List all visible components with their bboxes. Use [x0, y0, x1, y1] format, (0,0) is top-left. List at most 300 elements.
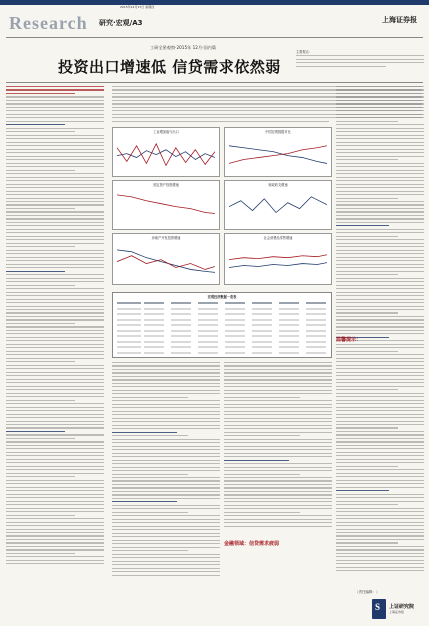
text-line	[6, 177, 104, 178]
text-line	[336, 504, 398, 505]
text-line	[336, 522, 424, 523]
chart-plot	[117, 242, 215, 279]
table-cell	[225, 319, 245, 321]
text-line	[336, 386, 424, 387]
text-line	[112, 435, 188, 436]
text-line	[112, 474, 188, 475]
text-line	[336, 278, 424, 279]
text-line	[336, 424, 424, 425]
text-line	[112, 400, 220, 401]
text-line	[224, 463, 332, 464]
text-line	[6, 525, 104, 526]
text-line	[224, 484, 332, 485]
text-line	[112, 533, 220, 534]
text-line	[224, 393, 332, 394]
text-line	[112, 411, 220, 412]
text-line	[336, 323, 424, 324]
text-line	[224, 487, 332, 488]
text-line	[6, 529, 104, 530]
text-line	[224, 512, 300, 513]
text-line	[336, 532, 424, 533]
table-cell	[198, 352, 218, 354]
section-heading-finance: 金融领域：信贷需求疲弱	[224, 541, 280, 547]
text-line	[6, 556, 104, 557]
text-line	[336, 361, 424, 362]
text-line	[6, 542, 104, 543]
text-line	[336, 358, 424, 359]
text-line	[336, 469, 424, 470]
text-line	[6, 333, 104, 334]
text-line	[6, 145, 104, 146]
text-line	[112, 568, 220, 569]
text-line	[6, 295, 104, 296]
table-cell	[171, 330, 191, 332]
text-line	[6, 281, 104, 282]
text-line	[336, 525, 424, 526]
text-line	[224, 446, 332, 447]
text-line	[336, 246, 424, 247]
chart-title: 财政收支增速	[268, 183, 288, 187]
text-line	[336, 236, 398, 237]
chart-real-estate	[112, 233, 220, 285]
text-line	[336, 257, 424, 258]
text-line	[6, 323, 75, 324]
text-line	[336, 285, 424, 286]
text-line	[336, 177, 424, 178]
text-line	[6, 180, 104, 181]
text-line	[6, 417, 104, 418]
text-line	[6, 208, 75, 209]
text-line	[336, 347, 424, 348]
table-cell	[279, 302, 299, 304]
text-line	[336, 93, 424, 94]
text-line	[336, 333, 424, 334]
text-line	[112, 508, 220, 509]
text-line	[112, 439, 220, 440]
text-line	[6, 490, 104, 491]
text-line	[112, 418, 220, 419]
text-line	[224, 414, 332, 415]
text-line	[336, 281, 424, 282]
chart-title: 固定资产投资增速	[153, 183, 179, 187]
text-line	[336, 480, 424, 481]
text-line	[336, 511, 424, 512]
text-line	[336, 299, 424, 300]
table-cell	[252, 308, 272, 310]
text-line	[224, 362, 332, 363]
table-cell	[279, 341, 299, 343]
chart-macro-compare	[224, 127, 332, 177]
chart-title: 中国宏观数据对比	[265, 130, 291, 134]
text-line	[6, 393, 104, 394]
table-cell	[252, 313, 272, 315]
text-line	[336, 563, 424, 564]
text-line	[6, 434, 104, 435]
text-line	[6, 344, 104, 345]
text-line	[6, 455, 104, 456]
text-line	[336, 515, 424, 516]
text-line	[112, 376, 220, 377]
table-cell	[225, 313, 245, 315]
article-headline: 投资出口增速低 信贷需求依然弱	[58, 58, 281, 76]
text-line	[112, 515, 220, 516]
text-line	[112, 519, 220, 520]
table-cell	[198, 335, 218, 337]
text-line	[6, 424, 104, 425]
text-line	[6, 400, 75, 401]
text-line	[224, 470, 332, 471]
text-line	[6, 431, 65, 432]
text-line	[6, 351, 104, 352]
column-mid-right	[224, 362, 332, 590]
text-line	[6, 379, 104, 380]
text-line	[112, 390, 220, 391]
text-line	[6, 501, 104, 502]
chart-title: 工业增加值与出口	[153, 130, 179, 134]
text-line	[6, 532, 104, 533]
text-line	[336, 149, 424, 150]
text-line	[6, 159, 104, 160]
text-line	[336, 452, 424, 453]
text-line	[6, 549, 104, 550]
text-line	[6, 274, 104, 275]
text-line	[336, 264, 424, 265]
text-line	[112, 407, 220, 408]
text-line	[6, 152, 104, 153]
text-line	[112, 369, 220, 370]
text-line	[336, 274, 398, 275]
text-line	[336, 459, 424, 460]
text-line	[336, 163, 424, 164]
text-line	[6, 340, 104, 341]
text-line	[112, 393, 220, 394]
table-cell	[306, 330, 326, 332]
author-notes-label: 主要观点：	[296, 50, 312, 54]
text-line	[112, 453, 220, 454]
chart-title: 房地产开发投资增速	[151, 236, 181, 240]
column-mid-left	[112, 362, 220, 590]
chart-fixed-investment	[112, 180, 220, 230]
chart-plot	[229, 242, 327, 279]
text-line	[336, 539, 424, 540]
text-line	[6, 117, 104, 118]
text-line	[336, 319, 424, 320]
text-line	[112, 463, 220, 464]
text-line	[6, 539, 104, 540]
text-line	[6, 522, 104, 523]
text-line	[6, 149, 104, 150]
table-cell	[117, 324, 141, 326]
table-cell	[171, 346, 191, 348]
text-line	[224, 498, 332, 499]
chart-industry-export	[112, 127, 220, 177]
text-line	[336, 107, 424, 108]
text-line	[6, 170, 75, 171]
text-line	[336, 253, 424, 254]
text-line	[336, 128, 424, 129]
table-cell	[306, 335, 326, 337]
text-line	[224, 491, 332, 492]
text-line	[336, 497, 424, 498]
text-line	[112, 428, 220, 429]
table-cell	[225, 308, 245, 310]
table-cell	[144, 313, 164, 315]
text-line	[6, 386, 104, 387]
text-line	[6, 452, 104, 453]
text-line	[336, 501, 424, 502]
text-line	[336, 372, 424, 373]
text-line	[112, 386, 220, 387]
text-line	[6, 156, 104, 157]
table-cell	[198, 330, 218, 332]
text-line	[6, 563, 104, 564]
text-line	[224, 439, 332, 440]
text-line	[336, 351, 398, 352]
text-line	[6, 466, 104, 467]
text-line	[336, 549, 424, 550]
text-line	[6, 96, 104, 97]
text-line	[6, 546, 104, 547]
text-line	[336, 567, 424, 568]
text-line	[336, 204, 424, 205]
masthead-rule	[6, 37, 423, 38]
text-line	[336, 410, 424, 411]
text-line	[6, 511, 104, 512]
text-line	[336, 344, 424, 345]
text-line	[224, 365, 332, 366]
text-line	[112, 362, 220, 363]
text-line	[6, 121, 104, 122]
text-line	[224, 456, 332, 457]
text-line	[6, 142, 104, 143]
text-line	[6, 365, 104, 366]
text-line	[6, 421, 104, 422]
text-line	[336, 114, 424, 115]
text-line	[336, 292, 424, 293]
chart-plot	[117, 189, 215, 224]
text-line	[336, 309, 424, 310]
text-line	[336, 326, 424, 327]
text-line	[6, 312, 104, 313]
chart-retail	[224, 233, 332, 285]
text-line	[112, 550, 188, 551]
text-line	[112, 372, 220, 373]
table-cell	[144, 346, 164, 348]
text-line	[6, 553, 75, 554]
text-line	[336, 103, 424, 104]
text-line	[224, 519, 332, 520]
text-line	[336, 135, 424, 136]
text-line	[336, 316, 424, 317]
table-cell	[252, 319, 272, 321]
text-line	[336, 173, 424, 174]
text-line	[6, 497, 104, 498]
text-line	[336, 156, 424, 157]
table-cell	[171, 335, 191, 337]
editor-credit: （责任编辑：）	[355, 590, 380, 594]
text-line	[224, 376, 332, 377]
text-line	[336, 368, 424, 369]
table-cell	[225, 352, 245, 354]
text-line	[6, 135, 104, 136]
text-line	[6, 292, 104, 293]
text-line	[6, 267, 104, 268]
text-line	[6, 236, 104, 237]
text-line	[112, 529, 220, 530]
text-line	[6, 260, 104, 261]
text-line	[6, 166, 104, 167]
text-line	[336, 417, 424, 418]
text-line	[6, 194, 104, 195]
table-cell	[279, 319, 299, 321]
chart-plot	[229, 136, 327, 171]
text-line	[224, 383, 332, 384]
table-cell	[306, 302, 326, 304]
text-line	[336, 476, 424, 477]
table-cell	[171, 352, 191, 354]
text-line	[336, 483, 424, 484]
text-line	[112, 480, 220, 481]
table-cell	[198, 346, 218, 348]
table-cell	[171, 302, 191, 304]
text-line	[336, 306, 424, 307]
text-line	[112, 421, 220, 422]
table-cell	[171, 324, 191, 326]
text-line	[6, 239, 104, 240]
text-line	[336, 170, 424, 171]
table-cell	[225, 302, 245, 304]
text-line	[224, 453, 332, 454]
text-line	[224, 372, 332, 373]
text-line	[336, 121, 398, 122]
text-line	[336, 96, 424, 97]
table-cell	[279, 346, 299, 348]
text-line	[6, 225, 104, 226]
text-line	[336, 187, 424, 188]
text-line	[336, 208, 424, 209]
table-cell	[252, 352, 272, 354]
text-line	[224, 494, 332, 495]
text-line	[6, 403, 104, 404]
macro-data-table	[112, 292, 332, 358]
text-line	[336, 201, 424, 202]
text-line	[112, 491, 220, 492]
text-line	[336, 556, 424, 557]
table-cell	[306, 319, 326, 321]
text-line	[336, 117, 424, 118]
text-line	[336, 421, 424, 422]
text-line	[336, 441, 424, 442]
text-line	[224, 425, 332, 426]
table-cell	[252, 335, 272, 337]
text-line	[336, 100, 424, 101]
text-line	[224, 480, 332, 481]
text-line	[6, 483, 104, 484]
text-line	[6, 347, 104, 348]
text-line	[112, 536, 220, 537]
text-line	[336, 180, 424, 181]
text-line	[112, 383, 220, 384]
table-cell	[252, 341, 272, 343]
column-left-text	[6, 96, 104, 564]
text-line	[336, 434, 424, 435]
text-line	[6, 131, 75, 132]
text-line	[6, 476, 75, 477]
table-cell	[117, 352, 141, 354]
text-line	[336, 222, 424, 223]
text-line	[336, 145, 424, 146]
text-line	[6, 414, 104, 415]
table-cell	[117, 335, 141, 337]
chart-plot	[229, 189, 327, 224]
text-line	[6, 211, 104, 212]
text-line	[6, 508, 104, 509]
text-line	[336, 267, 424, 268]
text-line	[224, 522, 332, 523]
text-line	[6, 487, 104, 488]
text-line	[336, 166, 424, 167]
text-line	[6, 469, 104, 470]
text-line	[6, 473, 104, 474]
text-line	[336, 462, 424, 463]
text-line	[336, 396, 424, 397]
text-line	[6, 309, 104, 310]
text-line	[336, 400, 424, 401]
text-line	[6, 201, 104, 202]
text-line	[6, 407, 104, 408]
text-line	[6, 187, 104, 188]
text-line	[6, 389, 104, 390]
text-line	[224, 369, 332, 370]
table-cell	[279, 335, 299, 337]
text-line	[224, 432, 332, 433]
text-line	[112, 379, 220, 380]
text-line	[6, 271, 65, 272]
table-cell	[306, 341, 326, 343]
table-cell	[225, 330, 245, 332]
text-line	[6, 427, 104, 428]
text-line	[112, 501, 177, 502]
table-cell	[198, 308, 218, 310]
text-line	[112, 575, 220, 576]
text-line	[336, 295, 424, 296]
table-cell	[306, 324, 326, 326]
text-line	[112, 442, 220, 443]
chart-title: 社会消费品零售增速	[263, 236, 293, 240]
text-line	[224, 411, 332, 412]
table-cell	[225, 324, 245, 326]
text-line	[6, 138, 104, 139]
text-line	[224, 505, 332, 506]
table-cell	[306, 346, 326, 348]
text-line	[6, 358, 104, 359]
text-line	[336, 487, 424, 488]
text-line	[112, 404, 220, 405]
text-line	[336, 215, 424, 216]
research-logo	[372, 597, 424, 621]
text-line	[112, 505, 220, 506]
text-line	[112, 522, 220, 523]
text-line	[336, 427, 398, 428]
text-line	[6, 173, 104, 174]
text-line	[112, 397, 188, 398]
text-line	[6, 278, 104, 279]
column-right	[336, 86, 424, 586]
table-cell	[144, 308, 164, 310]
table-cell	[144, 302, 164, 304]
table-cell	[171, 341, 191, 343]
text-line	[336, 546, 424, 547]
